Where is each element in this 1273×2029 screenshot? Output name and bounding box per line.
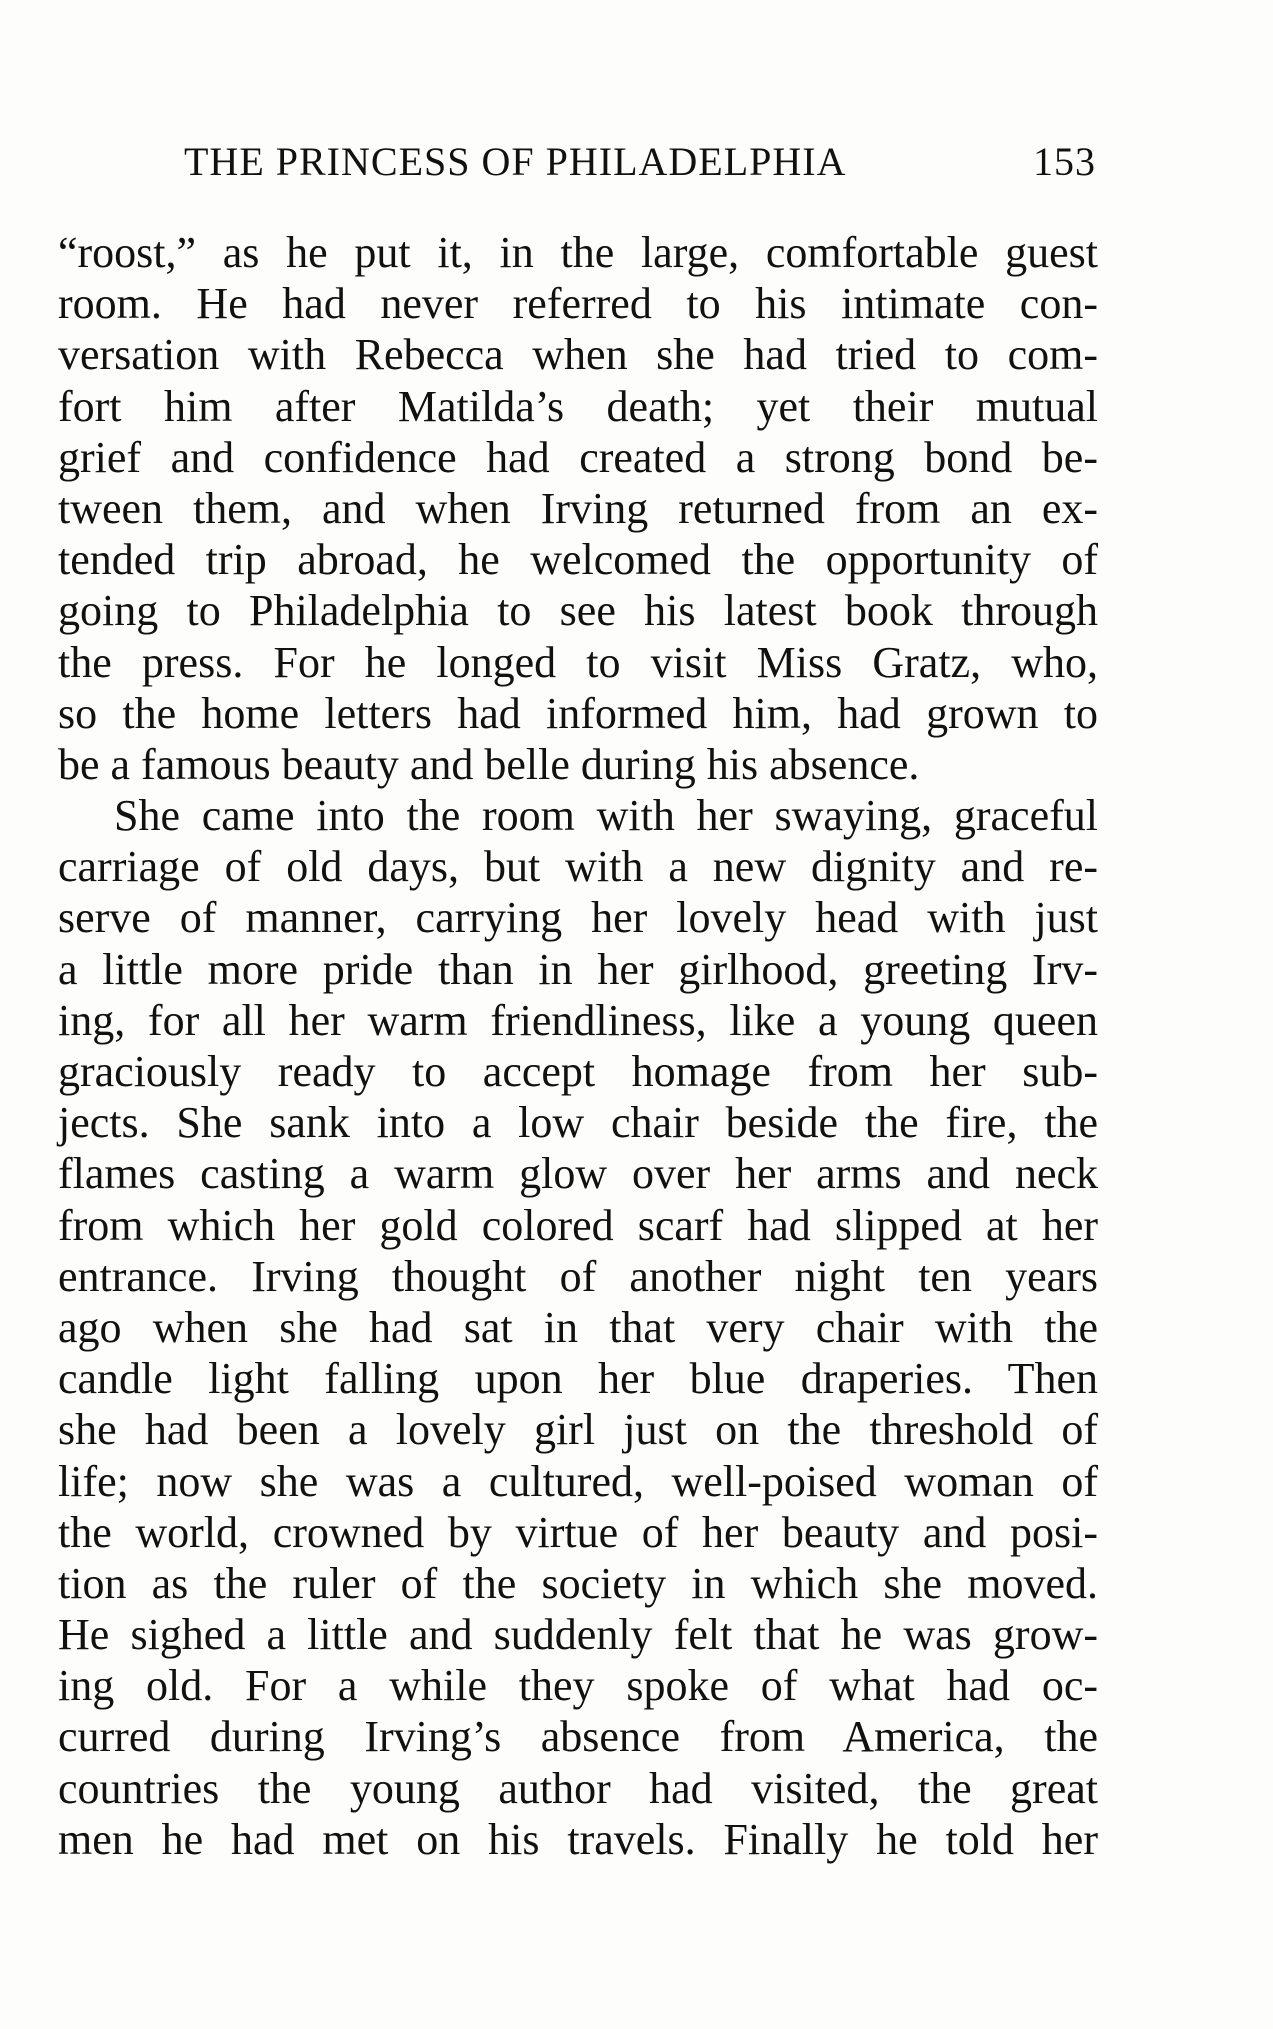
text-line: tion as the ruler of the society in which she moved. bbox=[58, 1558, 1098, 1608]
text-line: she had been a lovely girl just on the threshold of bbox=[58, 1405, 1098, 1455]
text-line: serve of manner, carrying her lovely head with just bbox=[58, 893, 1098, 943]
text-line: He sighed a little and suddenly felt that he was grow- bbox=[58, 1610, 1098, 1660]
text-line: She came into the room with her swaying, graceful bbox=[114, 791, 1098, 841]
text-line: men he had met on his travels. Finally he told her bbox=[58, 1814, 1098, 1864]
body-text bbox=[58, 227, 1098, 1865]
text-line: fort him after Matilda’s death; yet their mutual bbox=[58, 381, 1098, 431]
text-line: ago when she had sat in that very chair with the bbox=[58, 1302, 1098, 1352]
text-line: carriage of old days, but with a new dignity and re- bbox=[58, 842, 1098, 892]
text-line: from which her gold colored scarf had slipped at her bbox=[58, 1200, 1098, 1250]
text-line: room. He had never referred to his intimate con- bbox=[58, 279, 1098, 329]
text-line: graciously ready to accept homage from her sub- bbox=[58, 1047, 1098, 1096]
running-title: THE PRINCESS OF PHILADELPHIA bbox=[184, 139, 847, 184]
text-line: life; now she was a cultured, well-poised woman of bbox=[58, 1456, 1098, 1506]
page-header bbox=[184, 138, 1096, 188]
text-line: “roost,” as he put it, in the large, comfortable guest bbox=[58, 228, 1098, 277]
text-line: curred during Irving’s absence from America, the bbox=[58, 1712, 1098, 1762]
text-line: the press. For he longed to visit Miss Gratz, who, bbox=[58, 637, 1098, 687]
text-line: tween them, and when Irving returned from an ex- bbox=[58, 483, 1098, 533]
text-line: ing old. For a while they spoke of what had oc- bbox=[58, 1661, 1098, 1711]
text-line: flames casting a warm glow over her arms and neck bbox=[58, 1149, 1098, 1199]
page-number: 153 bbox=[1033, 139, 1096, 184]
text-line: so the home letters had informed him, had grown to bbox=[58, 688, 1098, 738]
text-line: jects. She sank into a low chair beside the fire, the bbox=[58, 1098, 1098, 1148]
text-line: tended trip abroad, he welcomed the opportunity of bbox=[58, 535, 1098, 585]
text-line: ing, for all her warm friendliness, like a young queen bbox=[58, 995, 1098, 1045]
text-line: versation with Rebecca when she had tried to com- bbox=[58, 330, 1098, 380]
text-line: candle light falling upon her blue draperies. Then bbox=[58, 1354, 1098, 1404]
text-line: entrance. Irving thought of another night ten years bbox=[58, 1251, 1098, 1301]
text-line: going to Philadelphia to see his latest book through bbox=[58, 586, 1098, 636]
text-line: grief and confidence had created a strong bond be- bbox=[58, 432, 1098, 482]
text-line: be a famous beauty and belle during his absence. bbox=[58, 739, 920, 789]
text-line: countries the young author had visited, the great bbox=[58, 1763, 1098, 1813]
text-line: the world, crowned by virtue of her beauty and posi- bbox=[58, 1507, 1098, 1557]
text-line: a little more pride than in her girlhood, greeting Irv- bbox=[58, 944, 1098, 994]
